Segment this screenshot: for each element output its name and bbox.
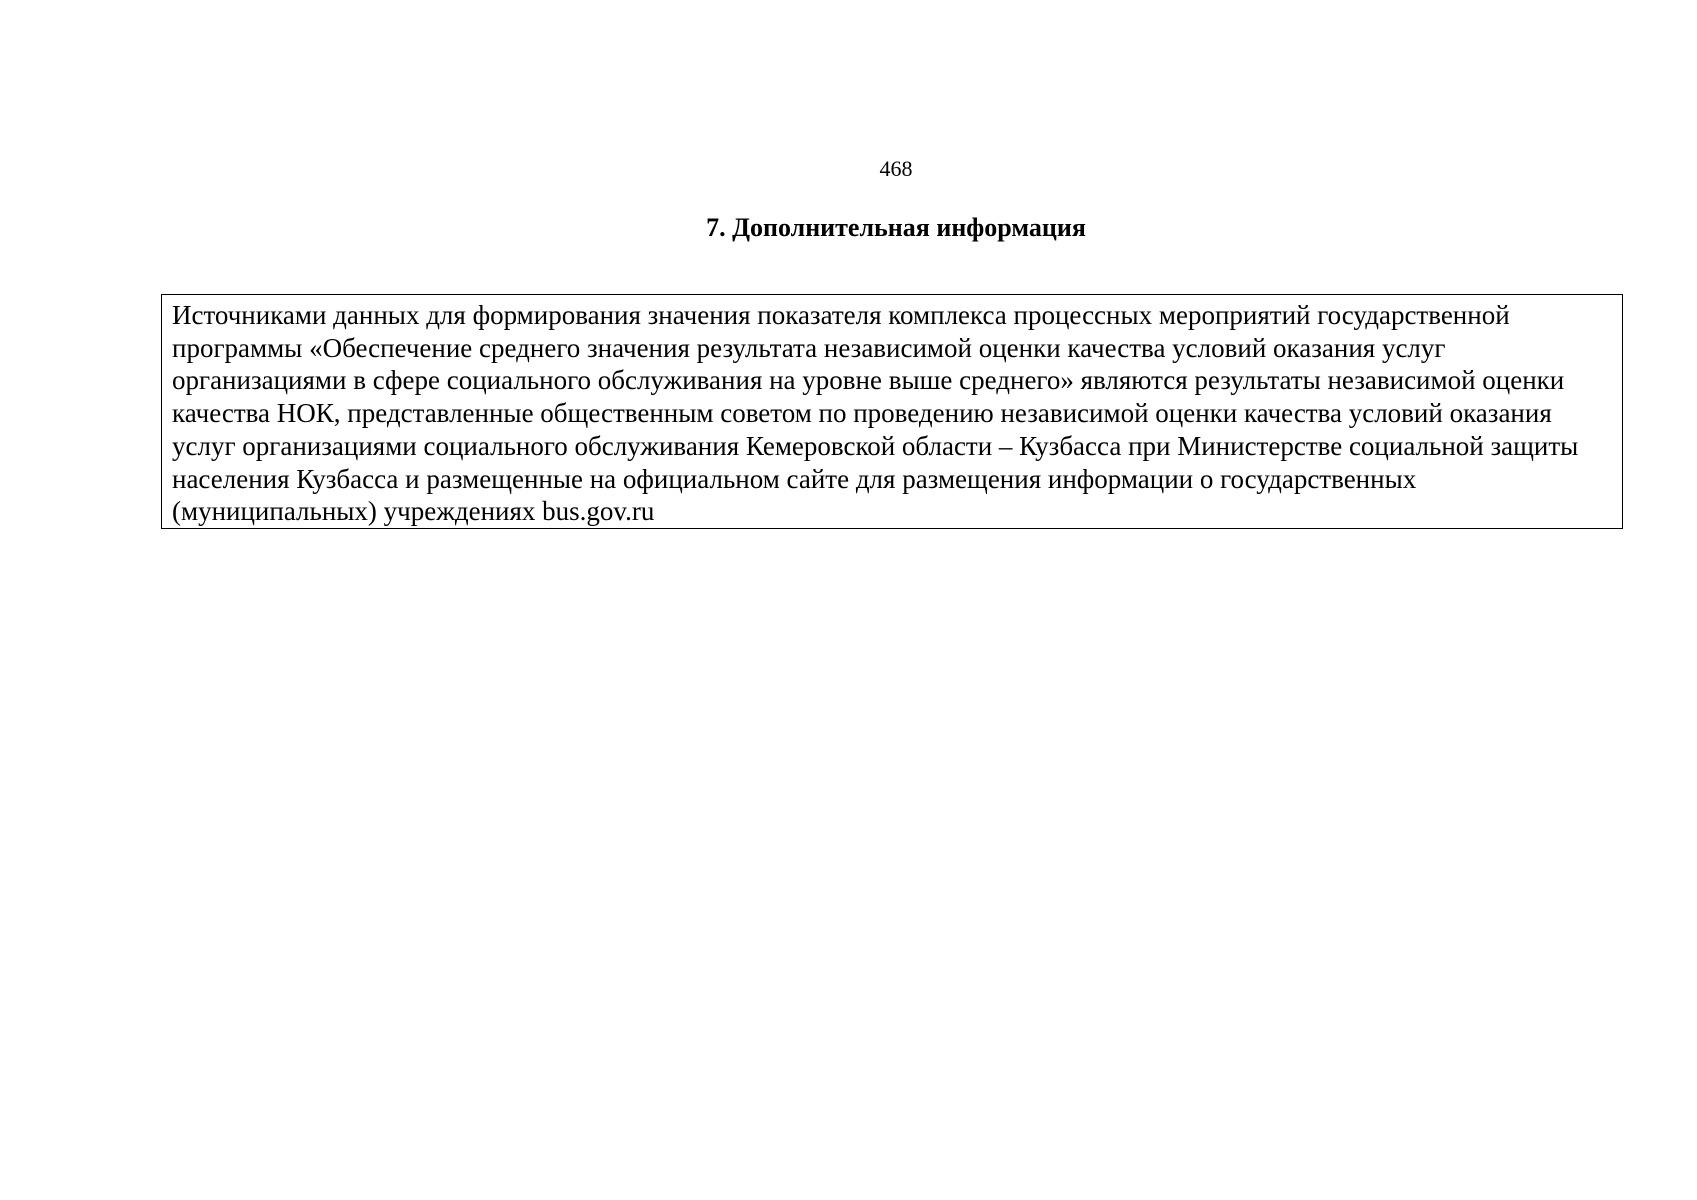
section-title: 7. Дополнительная информация: [706, 213, 1086, 242]
info-text: Источниками данных для формирования значения показателя комплекса процессных мероприятий государственной программы «Обеспечение среднего значения результата независимой оценки качества условий оказания услуг организациями в сфере социального обслуживания на уровне выше среднего» являются результаты независимой оценки качества НОК, представленные общественным советом по проведению независимой оценки качества условий оказания услуг организациями социального обслуживания Кемеровской области – Кузбасса при Министерстве социальной защиты населения Кузбасса и размещенные на официальном сайте для размещения информации о государственных (муниципальных) учреждениях bus.gov.ru: [172, 300, 1579, 527]
page-number: 468: [879, 156, 913, 181]
info-box: [161, 294, 1623, 529]
